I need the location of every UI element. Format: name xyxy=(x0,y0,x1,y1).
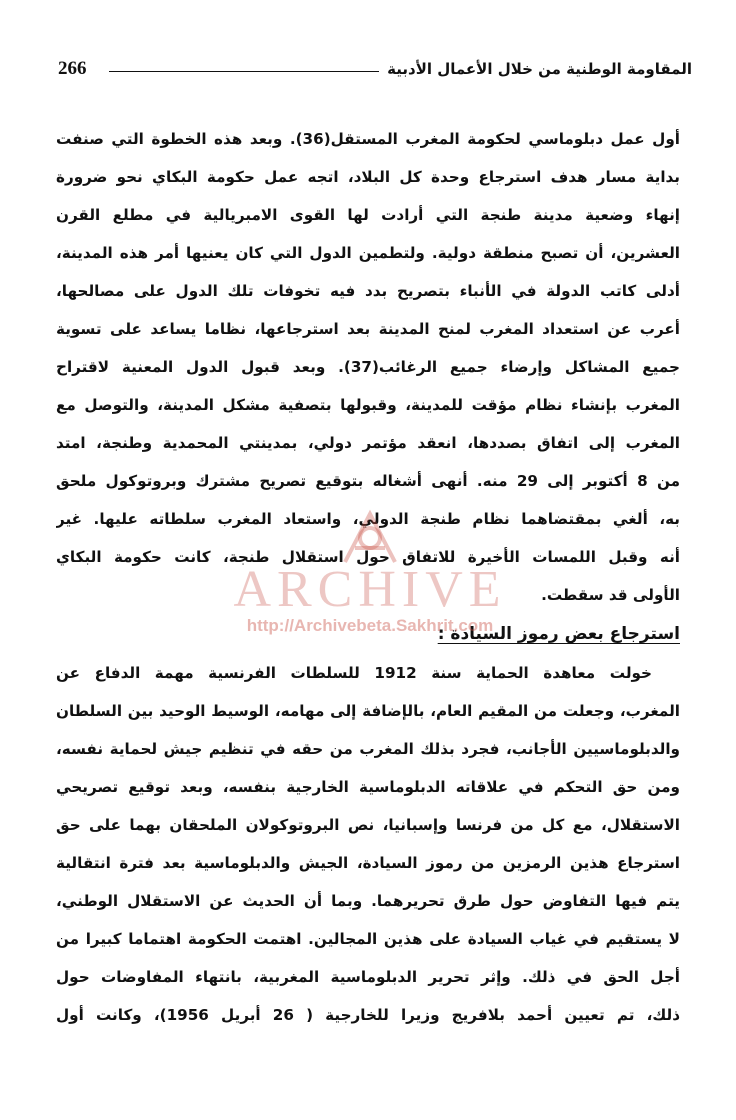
text-line: بداية مسار هدف استرجاع وحدة كل البلاد، اتجه عمل حكومة البكاي نحو ضرورة xyxy=(56,168,680,186)
watermark-url: http://Archivebeta.Sakhrit.com xyxy=(246,616,494,635)
text-line: المغرب إلى اتفاق بصددها، انعقد مؤتمر دولي، بمدينتي المحمدية وطنجة، امتد xyxy=(56,434,680,452)
text-line: يتم فيها التفاوض حول طرق تحريرهما. وبما أن الحديث عن الاستقلال الوطني، xyxy=(56,892,680,910)
text-line: أجل الحق في ذلك. وإثر تحرير الدبلوماسية المغربية، بانتهاء المفاوضات حول xyxy=(56,968,680,986)
watermark-word: ARCHIVE xyxy=(233,561,507,618)
text-line: والدبلوماسيين الأجانب، فجرد بذلك المغرب من حقه في تنظيم جيش لحماية نفسه، xyxy=(56,740,680,758)
text-line: أعرب عن استعداد المغرب لمنح المدينة بعد استرجاعها، نظاما يساعد على تسوية xyxy=(56,320,680,338)
text-line: لا يستقيم في غياب السيادة على هذين المجالين. اهتمت الحكومة اهتماما كبيرا من xyxy=(56,930,680,948)
text-line: من 8 أكتوبر إلى 29 منه. أنهى أشغاله بتوقيع تصريح مشترك وبروتوكول ملحق xyxy=(56,472,680,490)
header-rule xyxy=(109,71,379,72)
running-title: المقاومة الوطنية من خلال الأعمال الأدبية xyxy=(387,60,692,78)
text-line: أول عمل دبلوماسي لحكومة المغرب المستقل(36). وبعد هذه الخطوة التي صنفت xyxy=(56,130,680,148)
body-text xyxy=(56,120,680,1034)
page-number: 266 xyxy=(58,58,87,79)
text-line: أدلى كاتب الدولة في الأنباء بتصريح بدد فيه تخوفات تلك الدول على مصالحها، xyxy=(56,282,680,300)
text-line: ومن حق التحكم في علاقاته الدبلوماسية الخارجية بنفسه، وبعد توقيع تصريحي xyxy=(56,778,680,796)
text-line: إنهاء وضعية مدينة طنجة التي أرادت لها القوى الامبريالية في مطلع القرن xyxy=(56,206,680,224)
section-heading: استرجاع بعض رموز السيادة : xyxy=(437,624,680,644)
text-line: المغرب، وجعلت من المقيم العام، بالإضافة إلى مهامه، الوسيط الوحيد بين السلطان xyxy=(56,702,680,720)
text-line: خولت معاهدة الحماية سنة 1912 للسلطات الفرنسية مهمة الدفاع عن xyxy=(56,664,652,682)
text-line: أنه وقبل اللمسات الأخيرة للاتفاق حول استقلال طنجة، كانت حكومة البكاي xyxy=(56,548,680,566)
text-line: العشرين، أن تصبح منطقة دولية. ولتطمين الدول التي كان يعنيها أمر هذه المدينة، xyxy=(56,244,680,262)
text-line: الأولى قد سقطت. xyxy=(541,586,680,604)
paragraph-1 xyxy=(56,120,680,618)
running-header xyxy=(109,60,692,78)
text-line: المغرب بإنشاء نظام مؤقت للمدينة، وقبولها بتصفية مشكل المدينة، والتوصل مع xyxy=(56,396,680,414)
text-line: الاستقلال، مع كل من فرنسا وإسبانيا، نص البروتوكولان الملحقان بهما على حق xyxy=(56,816,680,834)
paragraph-2 xyxy=(56,654,680,1034)
text-line: به، ألغي بمقتضاهما نظام طنجة الدولي، واستعاد المغرب سلطاته عليها. غير xyxy=(56,510,680,528)
text-line: جميع المشاكل وإرضاء جميع الرغائب(37). وبعد قبول الدول المعنية لاقتراح xyxy=(56,358,680,376)
text-line: ذلك، تم تعيين أحمد بلافريج وزيرا للخارجية ( 26 أبريل 1956)، وكانت أول xyxy=(56,1006,680,1024)
text-line: استرجاع هذين الرمزين من رموز السيادة، الجيش والدبلوماسية بعد فترة انتقالية xyxy=(56,854,680,872)
